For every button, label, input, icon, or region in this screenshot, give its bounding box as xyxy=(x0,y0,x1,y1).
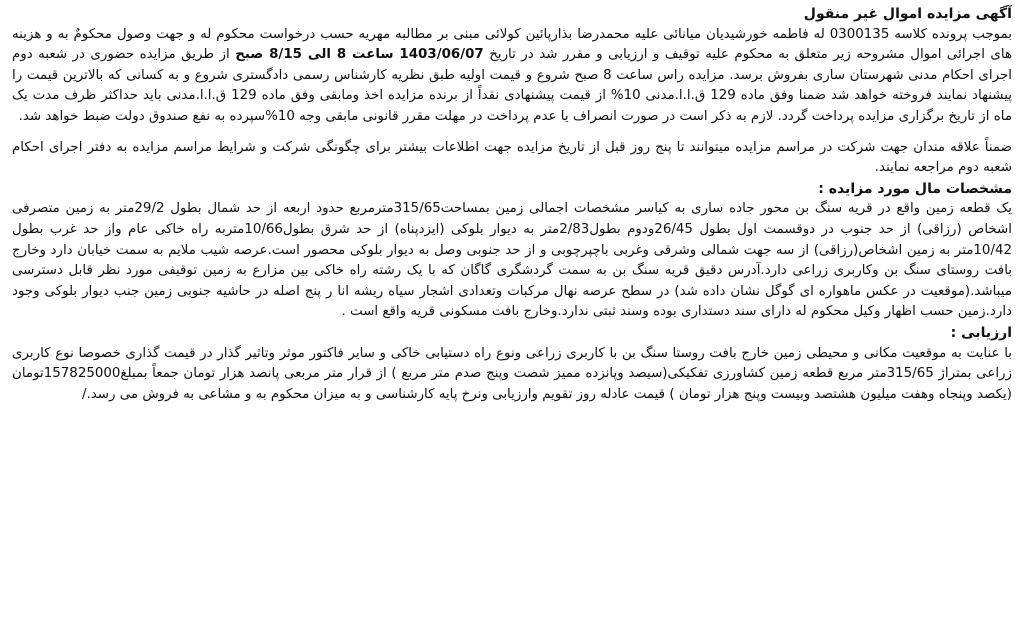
specs-paragraph: یک قطعه زمین واقع در قریه سنگ بن محور جاده ساری به کیاسر مشخصات اجمالی زمین بمساحت315/65مترمربع حدود اربعه از حد شمال بطول 29/2متر به زمین متصرفی اشخاص (رزاقی) از حد جنوب در دوقسمت اول بطول 26/45ودوم بطول2/83متر به دیوار بلوکی (ایزدپناه) از حد شرق بطول10/66متربه راه خاکی عام واز حد غرب بطول 10/42متر به زمین اشخاص(رزاقی) از سه جهت شمالی وشرقی وغربی باچپرچوبی و از حد جنوبی وصل به دیوار بلوکی محصور است.عرصه شیب ملایم به سمت خیابان دارد وخارج بافت روستای سنگ بن وکاربری زراعی دارد.آدرس دقیق قریه سنگ بن به سمت گردشگری گاگان که با یک رشته راه خاکی بین مزارع به زمین توقیفی مورد نظر قابل دسترسی میباشد.(موقعیت در عکس ماهواره ای گوگل نشان داده شد) در سطح عرصه نهال مرکبات وتعدادی اشجار سیاه ریشه انا ر پنج اصله در حاشیه جنوبی زمین جنب دیوار بلوکی وجود دارد.زمین حسب اظهار وکیل محکوم له دارای سند دستداری بوده وسند ثبتی ندارد.وخارج بافت مسکونی قریه واقع است . xyxy=(12,201,1012,320)
valuation-paragraph: با عنایت به موقعیت مکانی و محیطی زمین خارج بافت روستا سنگ بن با کاربری زراعی ونوع راه دستیابی خاکی و سایر فاکتور موثر وتاثیر گذار در قیمت گذاری خصوصا نوع کاربری زراعی بمتراژ 315/65متر مربع قطعه زمین کشاورزی تفکیکی(سیصد وپانزده ممیز شصت وپنج صدم متر مربع ) از قرار متر مربعی پانصد هزار تومان جمعاً بمبلغ157825000تومان (یکصد وپنجاه وهفت میلیون هشتصد وبیست وپنج هزار تومان ) قیمت عادله روز تقویم وارزیابی ونرخ پایه کارشناسی و به میزان محکوم به و مشاعی به فروش می رسد./ xyxy=(12,345,1012,402)
intro-text-part2: از طریق مزایده حضوری در شعبه دوم اجرای احکام مدنی شهرستان ساری بفروش برسد. مزایده راس ساعت 8 صبح شروع و قیمت اولیه طبق نظریه کارشناس رسمی دادگستری شروع و به کسانی که بالاترین قیمت را پیشنهاد نمایند فروخته خواهد شد ضمنا وفق ماده 129 ق.ا.ا.مدنی 10% از قیمت پیشنهادی نقداً از برنده مزایده اخذ ومابقی وفق ماده 129 ق.ا.ا.مدنی باید حداکثر ظرف مدت یک ماه از تاریخ برگزاری مزایده پرداخت گردد. لازم به ذکر است در صورت انصراف یا عدم پرداخت در مهلت مقرر قانونی مابقی وجه 10%سپرده به نفع صندوق دولت ضبط خواهد شد. xyxy=(12,47,1013,124)
intro-paragraph xyxy=(12,25,1012,128)
valuation-heading: ارزیابی : xyxy=(950,324,1012,341)
notice-title: آگهی مزایده اموال غیر منقول xyxy=(803,6,1012,22)
auction-date: 1403/06/07 ساعت 8 الی 8/15 صبح xyxy=(235,47,484,63)
participation-paragraph: ضمناً علاقه مندان جهت شرکت در مراسم مزایده میتوانند تا پنج روز قبل از تاریخ مزایده جهت اطلاعات بیشتر برای چگونگی شرکت و شرایط مراسم مزایده به دفتر اجرای احکام شعبه دوم مراجعه نمایند. xyxy=(12,139,1012,176)
intro-text-part1: بموجب پرونده کلاسه 0300135 له فاطمه خورشیدیان میانائی علیه محمدرضا بذارپائین کولائی مبنی بر مطالبه مهریه حسب درخواست محکوم له و جهت وصول محکومٌ به و هزینه های اجرائی اموال مشروحه زیر متعلق به محکوم علیه توقیف و ارزیابی و مقرر شد در تاریخ xyxy=(12,26,1013,63)
specs-heading: مشخصات مال مورد مزایده : xyxy=(818,180,1012,197)
